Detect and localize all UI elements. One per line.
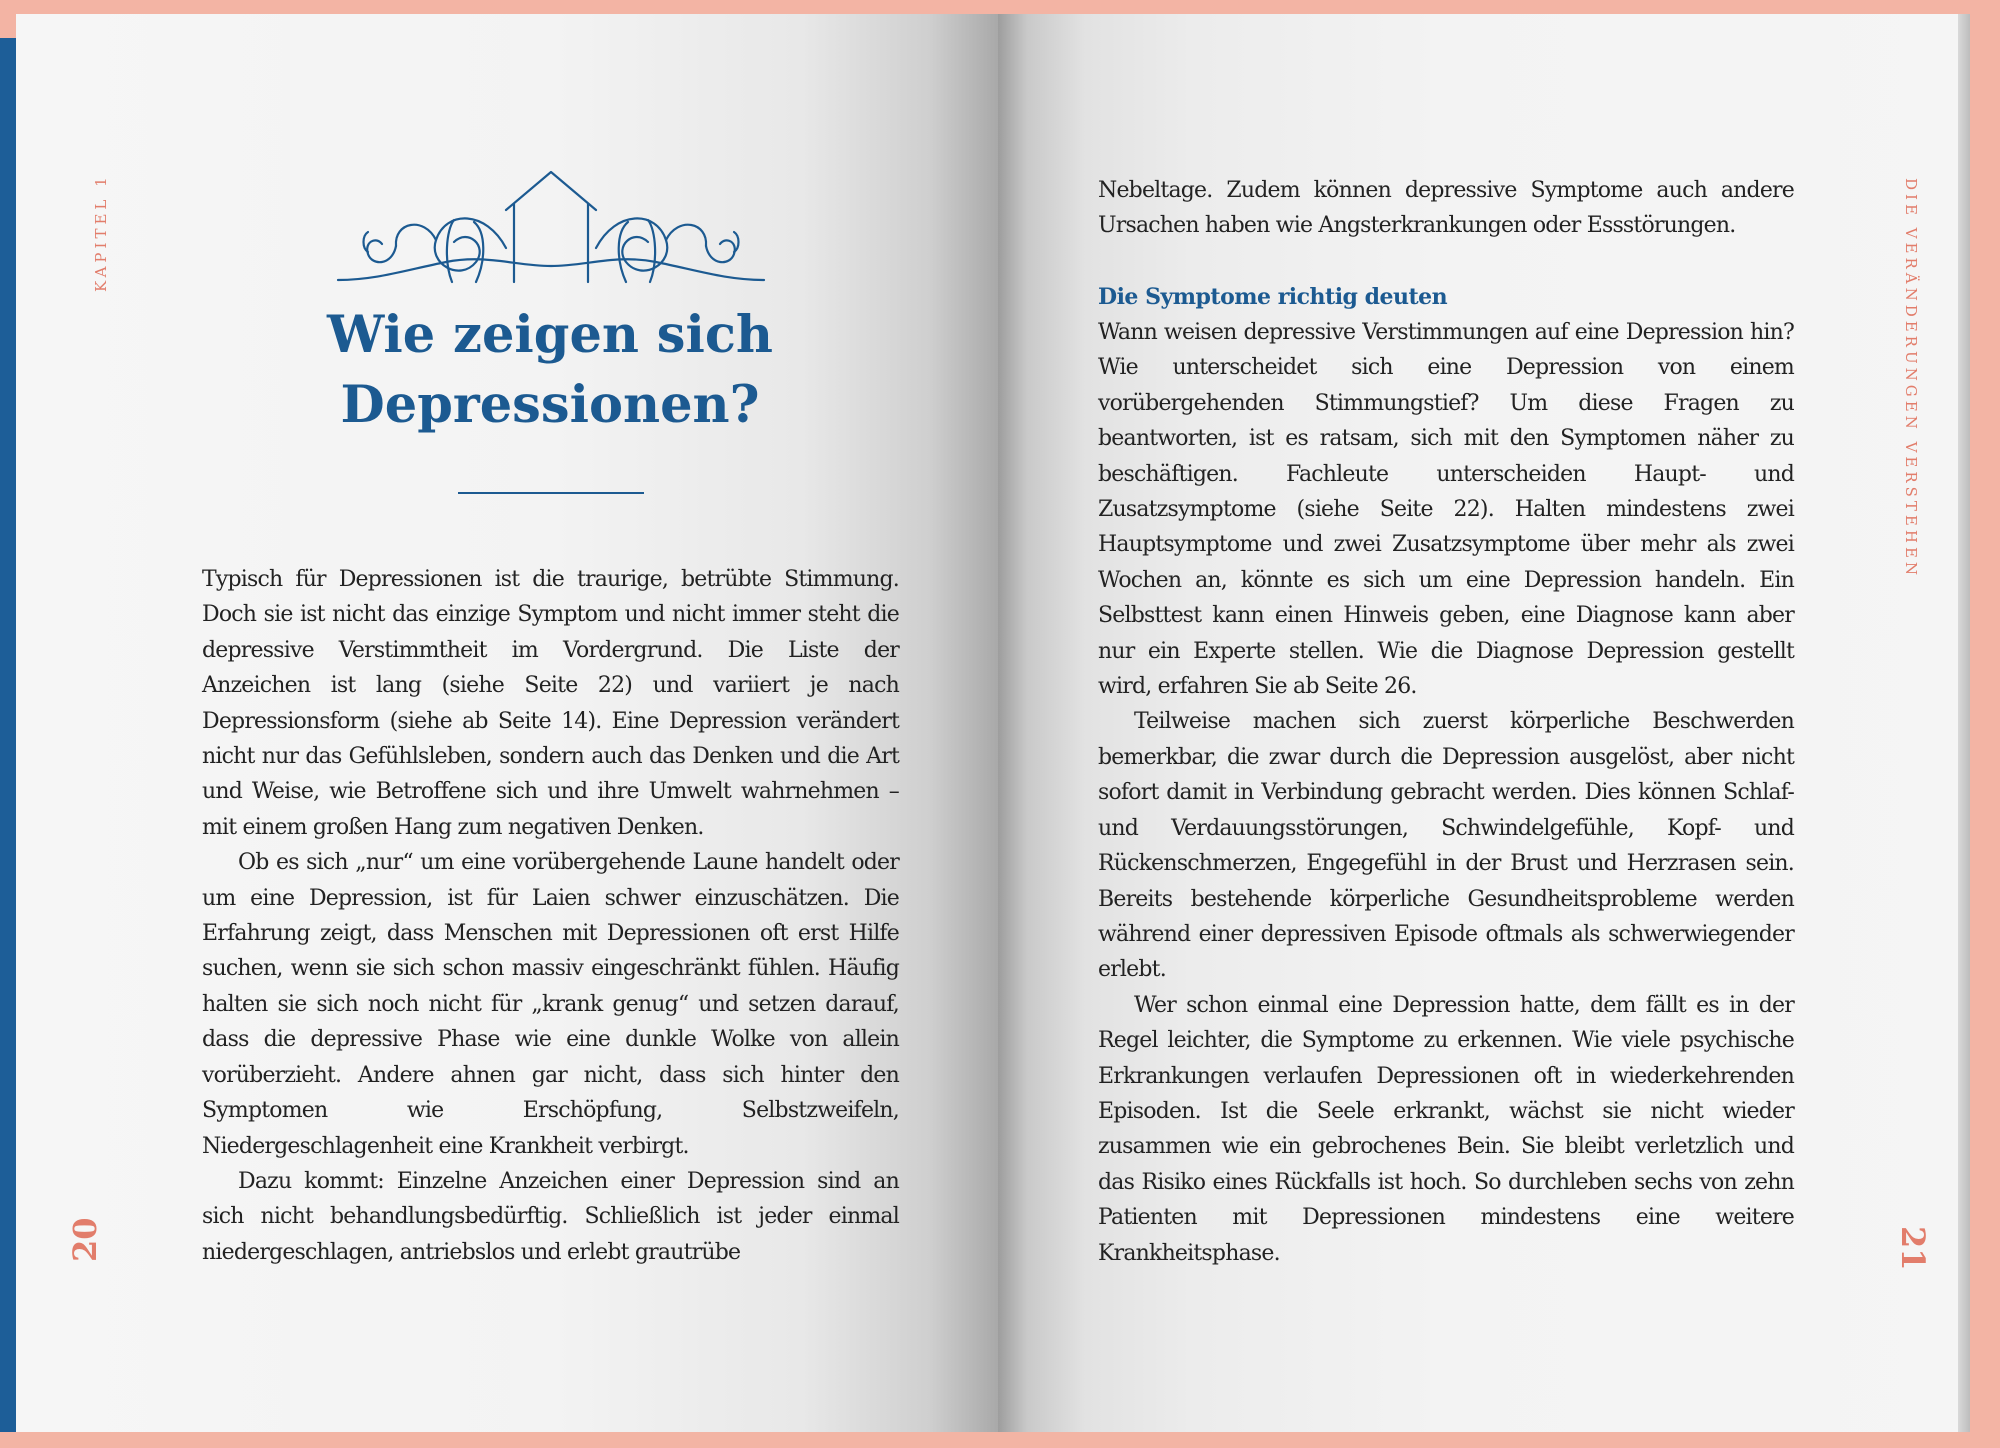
chapter-title-line-2: Depressionen? — [340, 375, 760, 435]
title-divider — [458, 492, 644, 494]
right-continuation-text — [1098, 173, 1794, 244]
paragraph: Dazu kommt: Einzelne Anzeichen einer Depression sind an sich nicht behandlungsbedürftig. Schließlich ist jeder einmal niedergeschlagen, antriebslos und erlebt grautrübe — [202, 1168, 899, 1265]
left-body-text — [202, 562, 899, 1270]
house-flourish-icon — [336, 170, 766, 292]
running-head-right: DIE VERÄNDERUNGEN VERSTEHEN — [1902, 178, 1920, 580]
page-number-left: 20 — [66, 1217, 104, 1262]
paragraph: Wann weisen depressive Verstimmungen auf eine Depression hin? Wie unterscheidet sich eine Depression von einem vorübergehenden Stimmungstief? Um diese Fragen zu beantworten, ist es ratsam, sich mit den Symptomen näher zu beschäftigen. Fachleute unterscheiden Haupt- und Zusatzsymptome (siehe Seite 22). Halten mindestens zwei Hauptsymptome und zwei Zusatzsymptome über mehr als zwei Wochen an, könnte es sich um eine Depression handeln. Ein Selbsttest kann einen Hinweis geben, eine Diagnose kann aber nur ein Experte stellen. Wie die Diagnose Depression gestellt wird, erfahren Sie ab Seite 26. — [1098, 320, 1794, 700]
running-head-left: KAPITEL 1 — [92, 173, 110, 292]
paragraph: Nebeltage. Zudem können depressive Symptome auch andere Ursachen haben wie Angsterkrankungen oder Essstörungen. — [1098, 178, 1794, 239]
paragraph: Typisch für Depressionen ist die traurige, betrübte Stimmung. Doch sie ist nicht das einzige Symptom und nicht immer steht die depressive Verstimmtheit im Vordergrund. Die Liste der Anzeichen ist lang (siehe Seite 22) und variiert je nach Depressionsform (siehe ab Seite 14). Eine Depression verändert nicht nur das Gefühlsleben, sondern auch das Denken und die Art und Weise, wie Betroffene sich und ihre Umwelt wahrnehmen – mit einem großen Hang zum negativen Denken. — [202, 567, 899, 840]
book-cover-edge — [0, 38, 16, 1432]
page-edge — [1958, 14, 1970, 1432]
chapter-title-line-1: Wie zeigen sich — [327, 305, 773, 365]
paragraph: Wer schon einmal eine Depression hatte, dem fällt es in der Regel leichter, die Symptome zu erkennen. Wie viele psychische Erkrankungen verlaufen Depressionen oft in wiederkehrenden Episoden. Ist die Seele erkrankt, wächst sie nicht wieder zusammen wie ein gebrochenes Bein. Sie bleibt verletzlich und das Risiko eines Rückfalls ist hoch. So durchleben sechs von zehn Patienten mit Depressionen mindestens eine weitere Krankheitsphase. — [1098, 992, 1794, 1266]
page-number-right: 21 — [1894, 1226, 1932, 1271]
right-body-text — [1098, 315, 1794, 1271]
paragraph: Teilweise machen sich zuerst körperliche Beschwerden bemerkbar, die zwar durch die Depression ausgelöst, aber nicht sofort damit in Verbindung gebracht werden. Dies können Schlaf- und Verdauungsstörungen, Schwindelgefühle, Kopf- und Rückenschmerzen, Engegefühl in der Brust und Herzrasen sein. Bereits bestehende körperliche Gesundheitsprobleme werden während einer depressiven Episode oftmals als schwerwiegender erlebt. — [1098, 709, 1794, 983]
paragraph: Ob es sich „nur“ um eine vorübergehende Laune handelt oder um eine Depression, ist für Laien schwer einzuschätzen. Die Erfahrung zeigt, dass Menschen mit Depressionen oft erst Hilfe suchen, wenn sie sich schon massiv eingeschränkt fühlen. Häufig halten sie sich noch nicht für „krank genug“ und setzen darauf, dass die depressive Phase wie eine dunkle Wolke von allein vorüberzieht. Andere ahnen gar nicht, dass sich hinter den Symptomen wie Erschöpfung, Selbstzweifeln, Niedergeschlagenheit eine Krankheit verbirgt. — [202, 850, 899, 1159]
section-subheading: Die Symptome richtig deuten — [1098, 284, 1448, 310]
chapter-title — [200, 300, 900, 440]
